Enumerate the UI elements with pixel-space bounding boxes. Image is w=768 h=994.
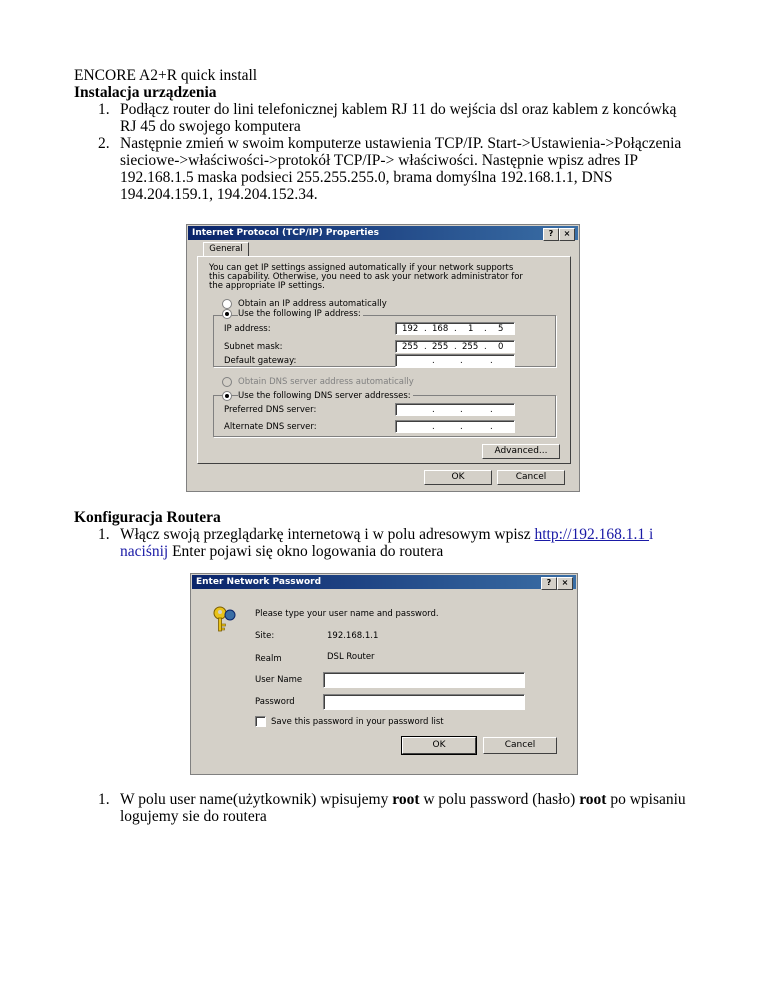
network-password-dialog bbox=[190, 573, 578, 775]
obtain-dns-auto-label: Obtain DNS server address automatically bbox=[238, 377, 414, 387]
use-ip-radio[interactable] bbox=[222, 309, 232, 319]
description-line: the appropriate IP settings. bbox=[209, 281, 325, 291]
install-step-2: 2. Następnie zmień w swoim komputerze ustawienia TCP/IP. Start->Ustawienia->Połączenia bbox=[98, 135, 682, 152]
tcpip-properties-dialog bbox=[186, 224, 580, 492]
dialog-title: Enter Network Password bbox=[196, 577, 322, 587]
doc-title: ENCORE A2+R quick install bbox=[74, 67, 258, 84]
obtain-ip-auto-label: Obtain an IP address automatically bbox=[238, 299, 387, 309]
preferred-dns-input[interactable]: . . . bbox=[395, 403, 515, 416]
default-gateway-input[interactable]: . . . bbox=[395, 354, 515, 367]
config-step-2-cont: logujemy sie do routera bbox=[120, 808, 267, 825]
cancel-button[interactable]: Cancel bbox=[497, 470, 565, 485]
user-name-label: User Name bbox=[255, 675, 303, 685]
help-button[interactable]: ? bbox=[543, 228, 559, 241]
key-icon bbox=[209, 604, 239, 634]
subnet-mask-label: Subnet mask: bbox=[224, 342, 283, 352]
preferred-dns-label: Preferred DNS server: bbox=[224, 405, 317, 415]
use-dns-radio[interactable] bbox=[222, 391, 232, 401]
help-button[interactable]: ? bbox=[541, 577, 557, 590]
description-line: You can get IP settings assigned automatically if your network supports bbox=[209, 263, 514, 273]
save-password-checkbox[interactable] bbox=[255, 716, 266, 727]
close-button[interactable]: × bbox=[559, 228, 575, 241]
install-step-2-cont2: 192.168.1.5 maska podsieci 255.255.255.0, brama domyślna 192.168.1.1, DNS bbox=[120, 169, 613, 186]
description-line: this capability. Otherwise, you need to ask your network administrator for bbox=[209, 272, 523, 282]
ip-address-label: IP address: bbox=[224, 324, 271, 334]
dialog-titlebar bbox=[188, 226, 578, 240]
realm-value: DSL Router bbox=[327, 652, 375, 662]
config-step-1-cont: naciśnij Enter pojawi się okno logowania do routera bbox=[120, 543, 444, 560]
password-input[interactable] bbox=[323, 694, 525, 710]
cancel-button[interactable]: Cancel bbox=[483, 737, 557, 754]
ok-button[interactable]: OK bbox=[402, 737, 476, 754]
use-dns-label: Use the following DNS server addresses: bbox=[238, 391, 411, 401]
login-prompt: Please type your user name and password. bbox=[255, 609, 439, 619]
config-step-2: 1. W polu user name(użytkownik) wpisujemy root w polu password (hasło) root po wpisaniu bbox=[98, 791, 686, 808]
ip-address-input[interactable]: 192 . 168 . 1 . 5 bbox=[395, 322, 515, 335]
alternate-dns-input[interactable]: . . . bbox=[395, 420, 515, 433]
save-password-label: Save this password in your password list bbox=[271, 717, 444, 727]
obtain-dns-auto-radio[interactable] bbox=[222, 377, 232, 387]
dialog-title: Internet Protocol (TCP/IP) Properties bbox=[192, 228, 379, 238]
alternate-dns-label: Alternate DNS server: bbox=[224, 422, 317, 432]
realm-label: Realm bbox=[255, 654, 282, 664]
router-url-link[interactable]: http://192.168.1.1 bbox=[534, 526, 650, 543]
advanced-button[interactable]: Advanced... bbox=[482, 444, 560, 459]
tab-general[interactable]: General bbox=[203, 242, 249, 257]
use-ip-label: Use the following IP address: bbox=[238, 309, 361, 319]
section-heading-install: Instalacja urządzenia bbox=[74, 84, 217, 101]
section-heading-config: Konfiguracja Routera bbox=[74, 509, 221, 526]
default-gateway-label: Default gateway: bbox=[224, 356, 297, 366]
site-label: Site: bbox=[255, 631, 275, 641]
site-value: 192.168.1.1 bbox=[327, 631, 379, 641]
config-step-1: 1. Włącz swoją przeglądarkę internetową i w polu adresowym wpisz http://192.168.1.1 i bbox=[98, 526, 654, 543]
dialog-titlebar bbox=[192, 575, 576, 589]
obtain-ip-auto-radio[interactable] bbox=[222, 299, 232, 309]
install-step-1-cont: RJ 45 do swojego komputera bbox=[120, 118, 301, 135]
password-label: Password bbox=[255, 697, 295, 707]
subnet-mask-input[interactable]: 255 . 255 . 255 . 0 bbox=[395, 340, 515, 353]
install-step-2-cont3: 194.204.159.1, 194.204.152.34. bbox=[120, 186, 318, 203]
install-step-1: 1. Podłącz router do lini telefonicznej kablem RJ 11 do wejścia dsl oraz kablem z koncówką bbox=[98, 101, 677, 118]
ok-button[interactable]: OK bbox=[424, 470, 492, 485]
close-button[interactable]: × bbox=[557, 577, 573, 590]
user-name-input[interactable] bbox=[323, 672, 525, 688]
install-step-2-cont1: sieciowe->właściwości->protokół TCP/IP-> właściwości. Następnie wpisz adres IP bbox=[120, 152, 638, 169]
